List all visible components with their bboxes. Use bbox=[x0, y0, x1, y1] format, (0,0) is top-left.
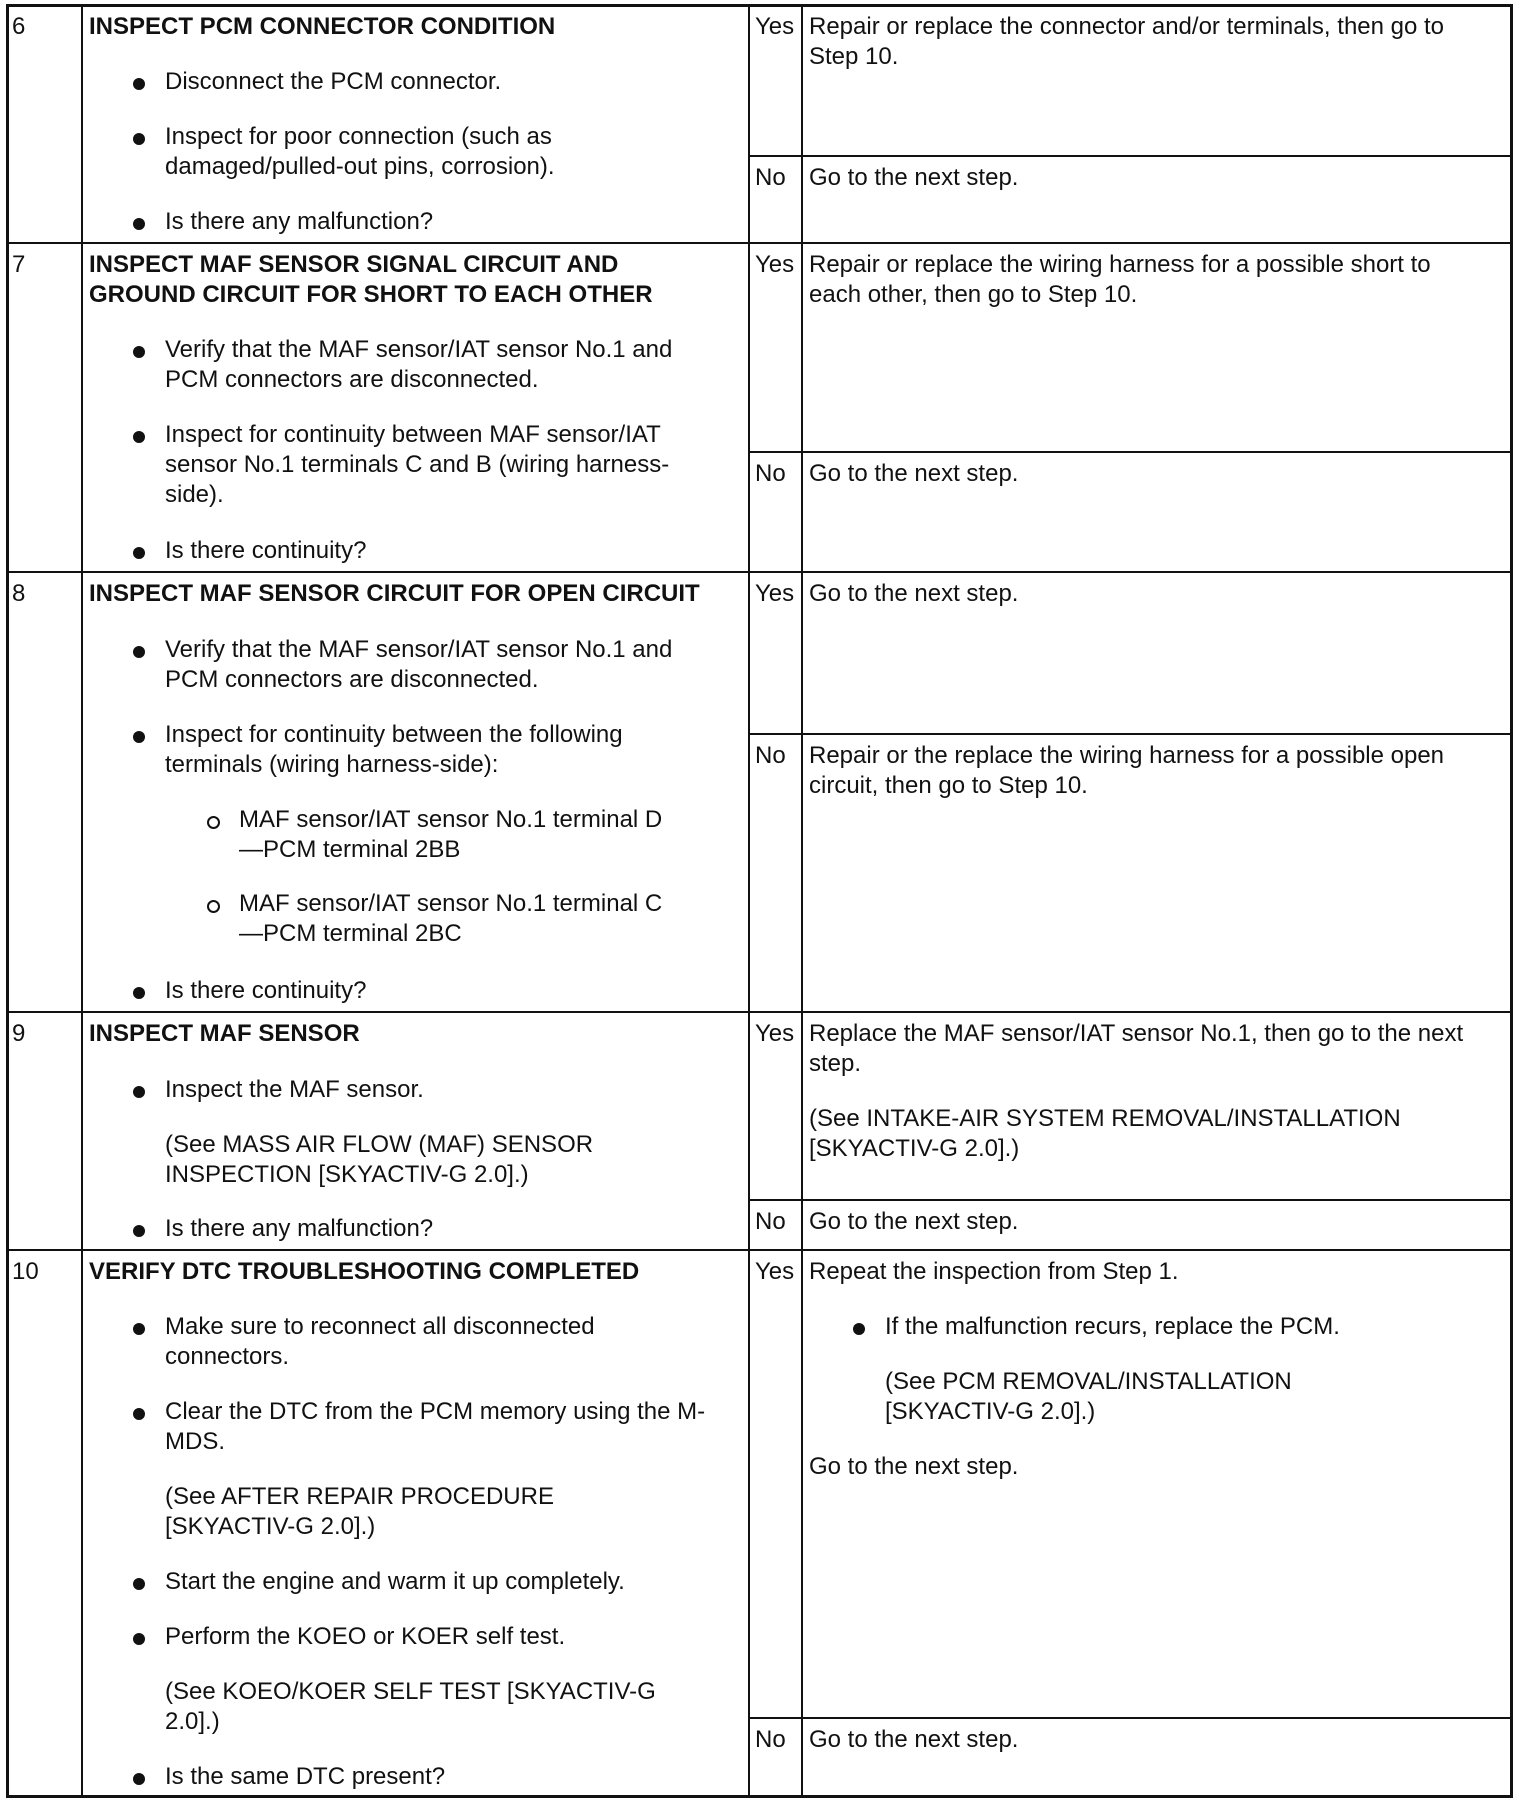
yes-no-separator bbox=[748, 1199, 1513, 1201]
step-title: INSPECT PCM CONNECTOR CONDITION bbox=[89, 13, 556, 40]
step-item: Is there any malfunction? bbox=[165, 1215, 434, 1242]
row-separator bbox=[6, 571, 1513, 573]
row-separator bbox=[6, 242, 1513, 244]
bullet-icon bbox=[133, 431, 145, 443]
no-label: No bbox=[755, 460, 786, 487]
bullet-icon bbox=[133, 731, 145, 743]
bullet-icon bbox=[133, 78, 145, 90]
yes-label: Yes bbox=[755, 13, 795, 40]
yes-label: Yes bbox=[755, 580, 795, 607]
step-item: Disconnect the PCM connector. bbox=[165, 68, 502, 95]
step-item: Start the engine and warm it up completely. bbox=[165, 1568, 625, 1595]
yes-item: If the malfunction recurs, replace the PCM. bbox=[885, 1313, 1340, 1340]
step-item: Make sure to reconnect all disconnected connectors. bbox=[165, 1313, 595, 1370]
step-subitem: MAF sensor/IAT sensor No.1 terminal D—PCM terminal 2BB bbox=[239, 806, 663, 863]
no-action: Go to the next step. bbox=[809, 460, 1019, 487]
bullet-icon bbox=[133, 646, 145, 658]
step-item: Inspect for continuity between the following terminals (wiring harness-side): bbox=[165, 721, 623, 778]
step-title: INSPECT MAF SENSOR bbox=[89, 1020, 360, 1047]
no-action: Repair or the replace the wiring harness for a possible open circuit, then go to Step 10. bbox=[809, 742, 1445, 799]
bullet-icon bbox=[133, 1225, 145, 1237]
yes-action: Repair or replace the connector and/or terminals, then go to Step 10. bbox=[809, 13, 1445, 70]
step-number: 6 bbox=[12, 13, 26, 40]
no-label: No bbox=[755, 742, 786, 769]
step-item: Inspect the MAF sensor. bbox=[165, 1076, 424, 1103]
step-item: Verify that the MAF sensor/IAT sensor No.1 and PCM connectors are disconnected. bbox=[165, 636, 673, 693]
sub-bullet-icon bbox=[207, 816, 220, 829]
yes-label: Yes bbox=[755, 1020, 795, 1047]
step-title: VERIFY DTC TROUBLESHOOTING COMPLETED bbox=[89, 1258, 640, 1285]
no-label: No bbox=[755, 1726, 786, 1753]
step-item: Is the same DTC present? bbox=[165, 1763, 446, 1790]
yes-no-separator bbox=[748, 451, 1513, 453]
step-item: Is there any malfunction? bbox=[165, 208, 434, 235]
step-subitem: MAF sensor/IAT sensor No.1 terminal C—PCM terminal 2BC bbox=[239, 890, 663, 947]
step-item: Is there continuity? bbox=[165, 537, 367, 564]
sub-bullet-icon bbox=[207, 900, 220, 913]
no-action: Go to the next step. bbox=[809, 1208, 1019, 1235]
yes-action: Go to the next step. bbox=[809, 580, 1019, 607]
step-note: (See MASS AIR FLOW (MAF) SENSOR INSPECTION [SKYACTIV-G 2.0].) bbox=[165, 1131, 594, 1188]
step-title: INSPECT MAF SENSOR SIGNAL CIRCUIT AND GROUND CIRCUIT FOR SHORT TO EACH OTHER bbox=[89, 251, 653, 308]
no-label: No bbox=[755, 1208, 786, 1235]
no-action: Go to the next step. bbox=[809, 1726, 1019, 1753]
bullet-icon bbox=[853, 1323, 865, 1335]
yes-action: Repeat the inspection from Step 1. bbox=[809, 1258, 1179, 1285]
col-divider-result bbox=[801, 4, 803, 1798]
bullet-icon bbox=[133, 1773, 145, 1785]
step-note: (See KOEO/KOER SELF TEST [SKYACTIV-G 2.0].) bbox=[165, 1678, 656, 1735]
bullet-icon bbox=[133, 133, 145, 145]
step-item: Inspect for continuity between MAF sensor/IAT sensor No.1 terminals C and B (wiring harness-side). bbox=[165, 421, 670, 508]
row-separator bbox=[6, 1249, 1513, 1251]
step-item: Verify that the MAF sensor/IAT sensor No.1 and PCM connectors are disconnected. bbox=[165, 336, 673, 393]
bullet-icon bbox=[133, 987, 145, 999]
no-action: Go to the next step. bbox=[809, 164, 1019, 191]
step-number: 8 bbox=[12, 580, 26, 607]
row-separator bbox=[6, 1011, 1513, 1013]
bullet-icon bbox=[133, 1323, 145, 1335]
step-item: Clear the DTC from the PCM memory using the M-MDS. bbox=[165, 1398, 706, 1455]
yes-no-separator bbox=[748, 155, 1513, 157]
step-title: INSPECT MAF SENSOR CIRCUIT FOR OPEN CIRCUIT bbox=[89, 580, 700, 607]
yes-label: Yes bbox=[755, 1258, 795, 1285]
yes-note: (See INTAKE-AIR SYSTEM REMOVAL/INSTALLATION [SKYACTIV-G 2.0].) bbox=[809, 1105, 1401, 1162]
yes-no-separator bbox=[748, 1717, 1513, 1719]
step-number: 9 bbox=[12, 1020, 26, 1047]
no-label: No bbox=[755, 164, 786, 191]
step-item: Perform the KOEO or KOER self test. bbox=[165, 1623, 566, 1650]
step-item: Inspect for poor connection (such as damaged/pulled-out pins, corrosion). bbox=[165, 123, 555, 180]
step-number: 10 bbox=[12, 1258, 39, 1285]
yes-note: (See PCM REMOVAL/INSTALLATION [SKYACTIV-G 2.0].) bbox=[885, 1368, 1292, 1425]
bullet-icon bbox=[133, 547, 145, 559]
step-note: (See AFTER REPAIR PROCEDURE [SKYACTIV-G 2.0].) bbox=[165, 1483, 554, 1540]
yes-action: Replace the MAF sensor/IAT sensor No.1, then go to the next step. bbox=[809, 1020, 1464, 1077]
step-item: Is there continuity? bbox=[165, 977, 367, 1004]
yes-after: Go to the next step. bbox=[809, 1453, 1019, 1480]
bullet-icon bbox=[133, 1408, 145, 1420]
bullet-icon bbox=[133, 218, 145, 230]
col-divider-action bbox=[748, 4, 750, 1798]
yes-action: Repair or replace the wiring harness for a possible short to each other, then go to Step 10. bbox=[809, 251, 1431, 308]
yes-no-separator bbox=[748, 733, 1513, 735]
col-divider-step bbox=[81, 4, 83, 1798]
step-number: 7 bbox=[12, 251, 26, 278]
bullet-icon bbox=[133, 1086, 145, 1098]
bullet-icon bbox=[133, 1633, 145, 1645]
bullet-icon bbox=[133, 346, 145, 358]
yes-label: Yes bbox=[755, 251, 795, 278]
bullet-icon bbox=[133, 1578, 145, 1590]
